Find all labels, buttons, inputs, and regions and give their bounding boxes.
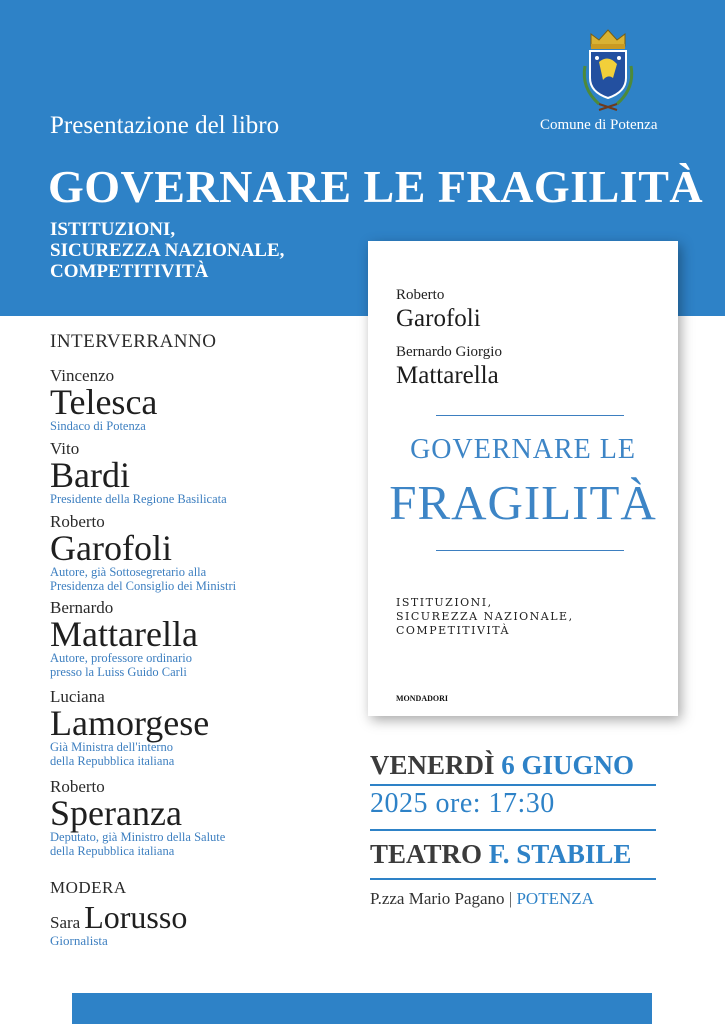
event-address (370, 889, 656, 909)
page-title: GOVERNARE LE FRAGILITÀ (48, 161, 704, 212)
speaker-first-name: Luciana (50, 687, 105, 706)
speaker-role: Sindaco di Potenza (50, 419, 146, 433)
subtitle-line: ISTITUZIONI, (50, 219, 176, 240)
speaker-first-name: Roberto (50, 512, 105, 531)
book-subtitle-line: ISTITUZIONI, (396, 596, 493, 609)
subtitle-line: SICUREZZA NAZIONALE, (50, 240, 285, 261)
moderator (50, 899, 187, 948)
event-divider (370, 784, 656, 786)
speaker-telesca (50, 367, 157, 433)
intro-text: Presentazione del libro (50, 112, 280, 139)
speaker-last-name: Bardi (50, 455, 130, 495)
book-subtitle (396, 596, 574, 638)
speaker-lamorgese (50, 688, 209, 768)
event-divider (370, 878, 656, 880)
speaker-mattarella (50, 599, 198, 679)
speaker-role: della Repubblica italiana (50, 844, 175, 858)
speaker-last-name: Mattarella (50, 614, 198, 654)
speaker-role: Già Ministra dell'interno (50, 740, 174, 754)
speaker-role: Deputato, già Ministro della Salute (50, 830, 226, 844)
speaker-first-name: Vito (50, 439, 80, 458)
subtitle (50, 219, 284, 282)
book-author2-last: Mattarella (396, 362, 499, 389)
event-day: VENERDÌ (370, 750, 495, 780)
speaker-role: Autore, già Sottosegretario alla (50, 565, 207, 579)
speaker-role: presso la Luiss Guido Carli (50, 665, 187, 679)
book-divider (436, 415, 624, 416)
footer-band (72, 993, 652, 1024)
publisher-logo: MONDADORI (396, 694, 448, 703)
municipality-label: Comune di Potenza (540, 117, 658, 133)
moderator-role: Giornalista (50, 933, 108, 948)
speaker-first-name: Bernardo (50, 598, 114, 617)
subtitle-line: COMPETITIVITÀ (50, 261, 209, 282)
book-divider (436, 550, 624, 551)
book-title-line1: GOVERNARE LE (410, 434, 636, 465)
event-year-time: 2025 ore: 17:30 (370, 788, 555, 819)
venue-prefix: TEATRO (370, 839, 483, 869)
speaker-role: della Repubblica italiana (50, 754, 175, 768)
speaker-garofoli (50, 513, 236, 593)
speaker-first-name: Vincenzo (50, 366, 115, 385)
speakers-heading: INTERVERRANNO (50, 331, 217, 352)
book-author2-first: Bernardo Giorgio (396, 344, 502, 360)
book-subtitle-line: COMPETITIVITÀ (396, 624, 510, 637)
speaker-bardi (50, 440, 227, 506)
address-city: POTENZA (516, 889, 594, 908)
speaker-role: Presidenza del Consiglio dei Ministri (50, 579, 237, 593)
speaker-last-name: Garofoli (50, 528, 172, 568)
moderator-heading: MODERA (50, 878, 127, 897)
event-day-month: 6 GIUGNO (501, 750, 635, 780)
book-subtitle-line: SICUREZZA NAZIONALE, (396, 610, 574, 623)
book-author1-first: Roberto (396, 287, 445, 303)
book-author1-last: Garofoli (396, 305, 481, 332)
speaker-first-name: Roberto (50, 777, 105, 796)
moderator-first-name: Sara (50, 913, 81, 932)
speaker-role: Presidente della Regione Basilicata (50, 492, 227, 506)
speaker-last-name: Speranza (50, 793, 182, 833)
event-divider (370, 829, 656, 831)
speaker-role: Autore, professore ordinario (50, 651, 192, 665)
moderator-last-name: Lorusso (84, 899, 188, 935)
coat-of-arms-icon (577, 26, 639, 116)
speaker-last-name: Telesca (50, 382, 158, 422)
event-date (370, 750, 656, 781)
address-street: P.zza Mario Pagano (370, 889, 505, 908)
book-title-line2: FRAGILITÀ (389, 475, 657, 530)
address-separator: | (508, 889, 513, 908)
venue-name: F. STABILE (488, 839, 632, 869)
speaker-last-name: Lamorgese (50, 703, 210, 743)
event-venue (370, 839, 656, 870)
speaker-speranza (50, 778, 225, 858)
book-cover (368, 241, 678, 716)
